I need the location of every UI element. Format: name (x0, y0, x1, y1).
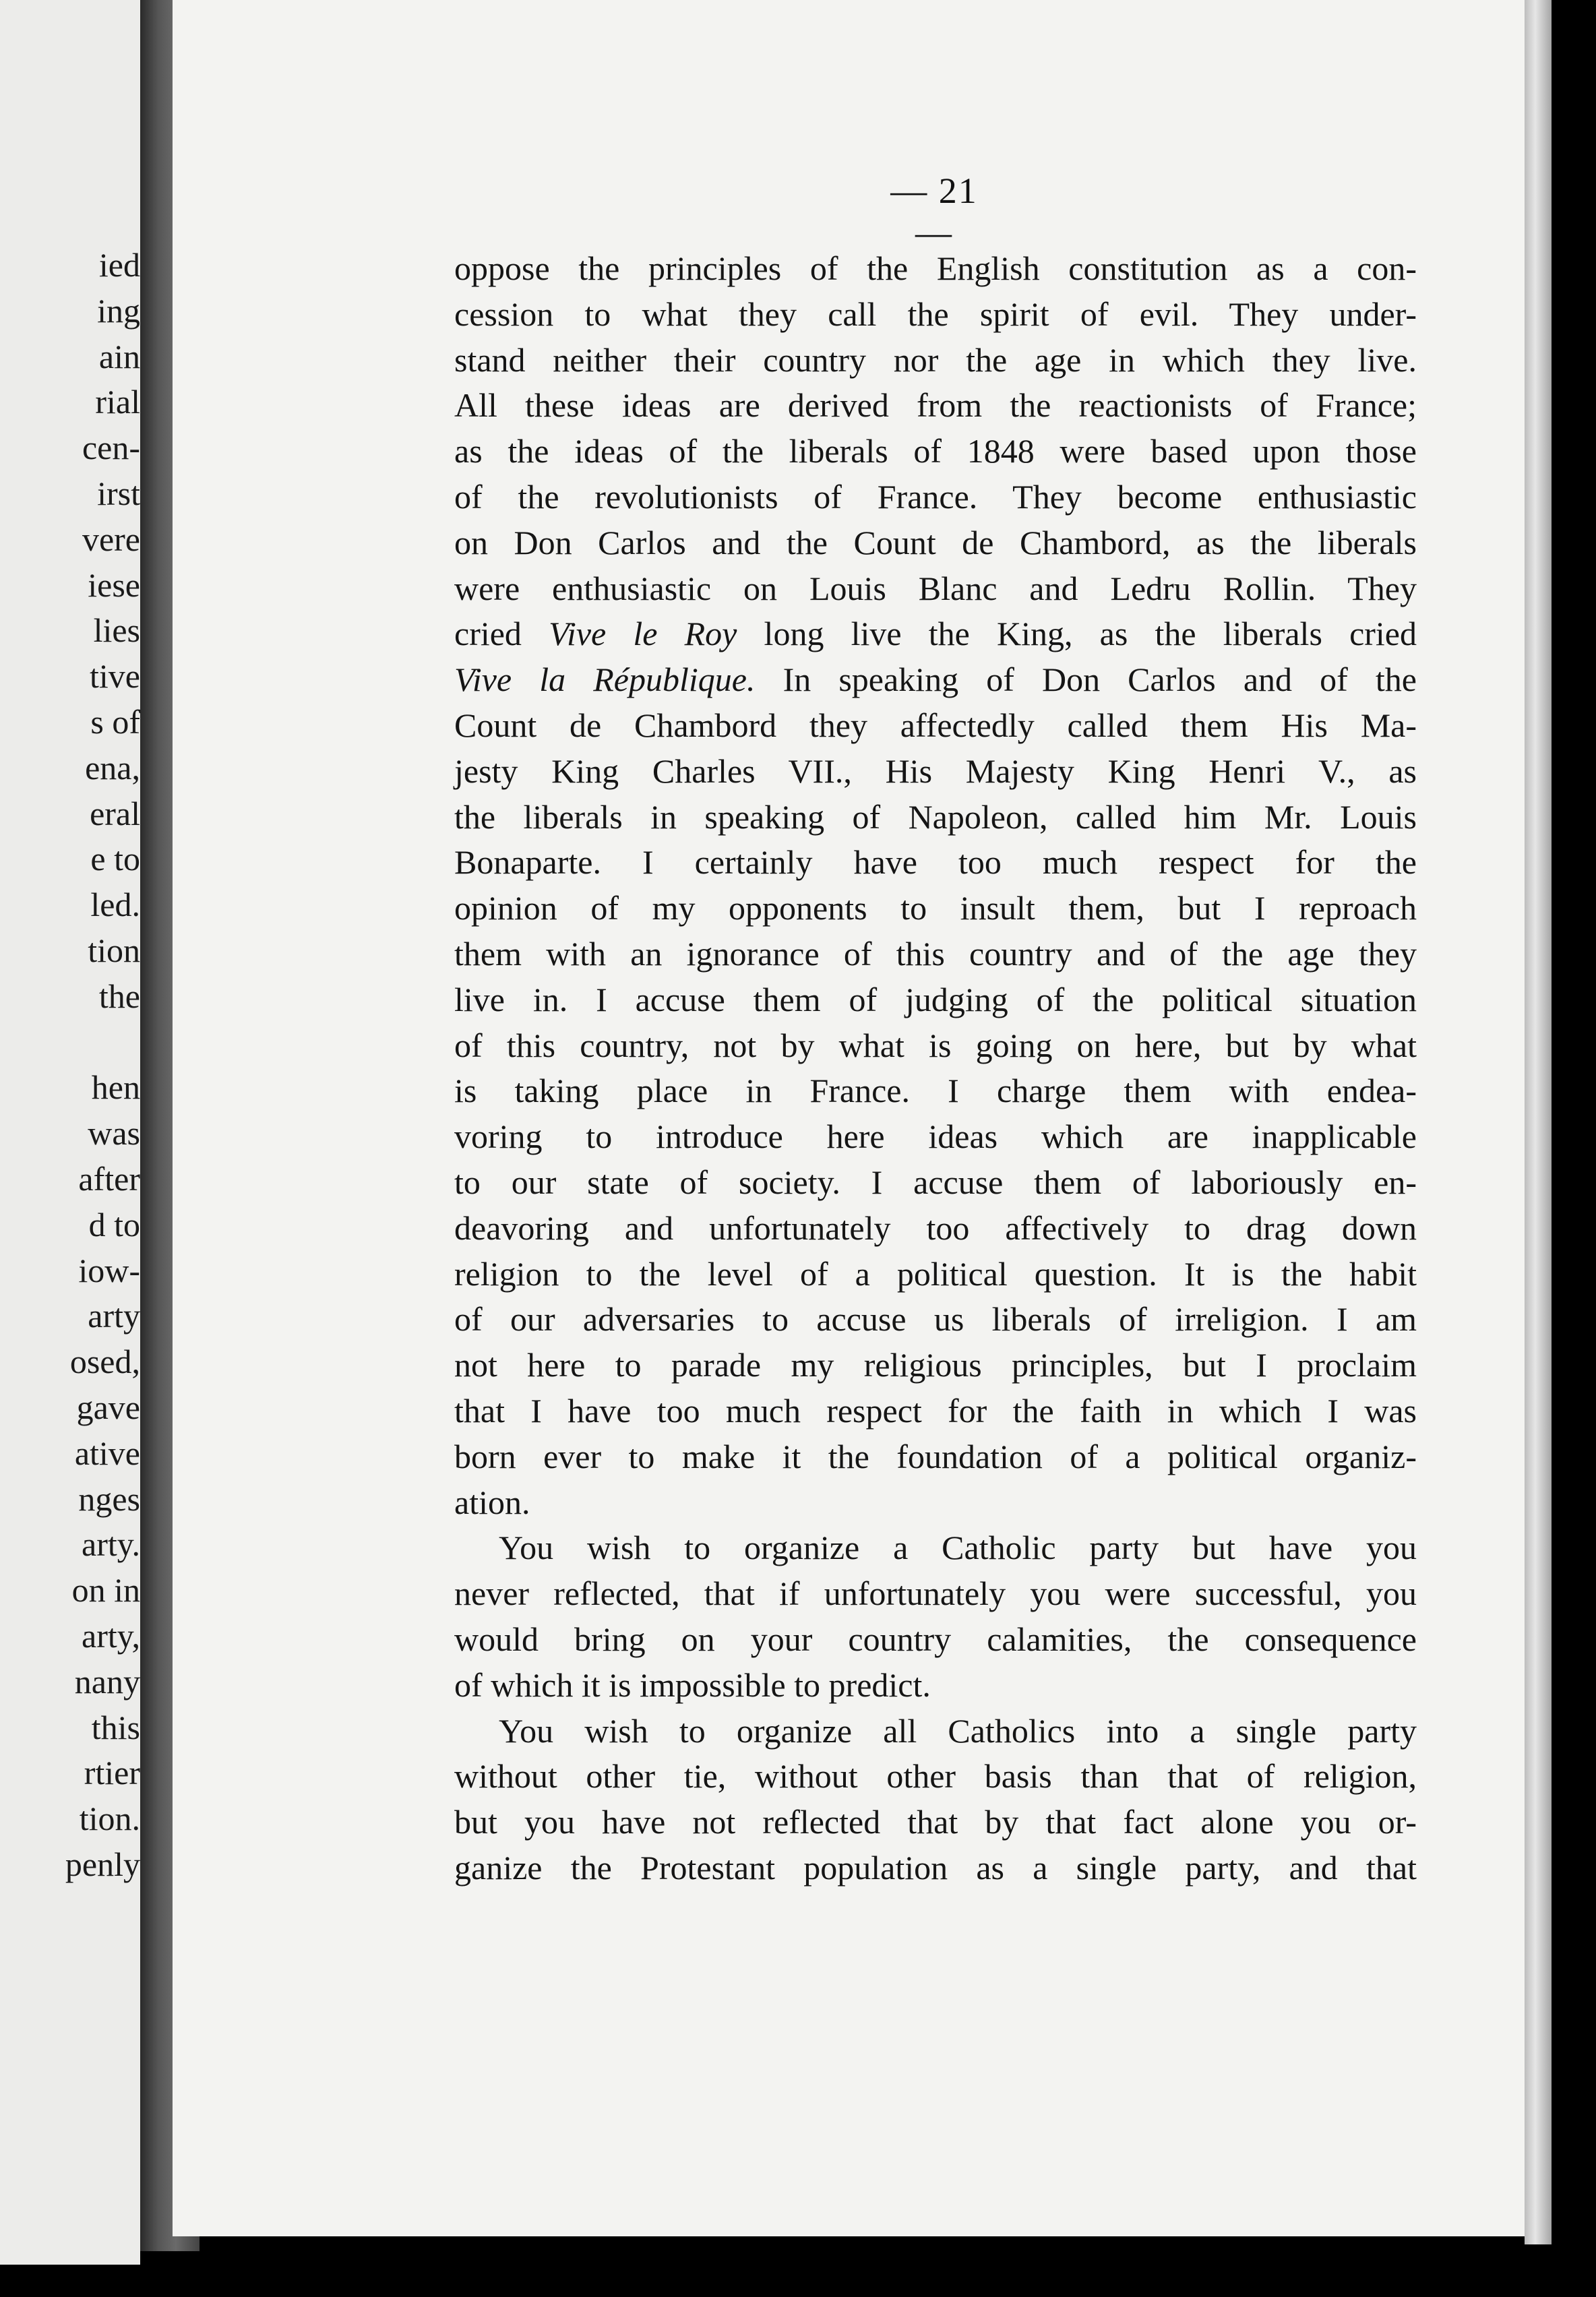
page-edge (1525, 0, 1552, 2244)
italic-phrase: Vive la République. (454, 661, 756, 699)
text-line: not here to parade my religious principles, but I proclaim (454, 1346, 1417, 1384)
left-page-fragment-line: s of (90, 702, 140, 741)
text-line: them with an ignorance of this country and of the age they (454, 934, 1417, 973)
text-line: the liberals in speaking of Napoleon, called him Mr. Louis (454, 797, 1417, 836)
text-line: on Don Carlos and the Count de Chambord, as the liberals (454, 523, 1417, 561)
left-page-fragment-line: ative (74, 1434, 140, 1472)
text-line: as the ideas of the liberals of 1848 were based upon those (454, 432, 1417, 470)
text-line: of which it is impossible to predict. (454, 1665, 931, 1704)
left-page-fragment-line: the (98, 977, 140, 1015)
text-line: of our adversaries to accuse us liberals of irreligion. I am (454, 1300, 1417, 1339)
text-line: born ever to make it the foundation of a political organiz- (454, 1437, 1417, 1475)
book-page (173, 0, 1529, 2236)
left-page-fragment-line: led. (90, 886, 140, 924)
text-line: to our state of society. I accuse them of laboriously en- (454, 1163, 1417, 1201)
text-span: In speaking of Don Carlos and of the (782, 661, 1417, 699)
left-page-fragment-line: iese (88, 565, 140, 604)
page-number: — 21 — (890, 171, 978, 253)
text-line: that I have too much respect for the faith in which I was (454, 1391, 1417, 1430)
text-line: but you have not reflected that by that fact alone you or- (454, 1803, 1417, 1841)
text-line: jesty King Charles VII., His Majesty King Henri V., as (454, 752, 1417, 790)
left-page-fragment-line: rial (95, 383, 140, 421)
text-line: without other tie, without other basis than that of religion, (454, 1757, 1417, 1796)
left-page-fragment-line: after (78, 1159, 140, 1198)
left-page-fragment-line: nany (74, 1662, 140, 1701)
text-span: long live the King, as the liberals cried (764, 615, 1417, 653)
text-line: would bring on your country calamities, the consequence (454, 1620, 1417, 1658)
left-page-fragment (0, 0, 140, 2265)
left-page-fragment-line: gave (76, 1388, 140, 1426)
text-line: ganize the Protestant population as a single party, and that (454, 1848, 1417, 1887)
text-line: All these ideas are derived from the reactionists of France; (454, 386, 1417, 425)
text-line: Count de Chambord they affectedly called them His Ma- (454, 706, 1417, 744)
left-page-fragment-line: arty (88, 1297, 140, 1335)
text-line: oppose the principles of the English constitution as a con- (454, 249, 1417, 287)
left-page-text (5, 243, 140, 1888)
text-line: voring to introduce here ideas which are inapplicable (454, 1117, 1417, 1156)
text-line: religion to the level of a political question. It is the habit (454, 1254, 1417, 1293)
left-page-fragment-line: was (88, 1114, 140, 1153)
text-line: never reflected, that if unfortunately you were successful, you (454, 1574, 1417, 1613)
left-page-fragment-line: this (91, 1708, 140, 1746)
text-span: cried (454, 615, 522, 653)
left-page-fragment-line: eral (90, 794, 140, 832)
text-line: ation. (454, 1483, 530, 1521)
paragraph-first-line: You wish to organize all Catholics into a single party (499, 1711, 1417, 1750)
left-page-fragment-line: arty, (82, 1616, 140, 1655)
left-page-fragment-line: penly (65, 1845, 140, 1883)
left-page-fragment-line (5, 1020, 140, 1066)
text-line: of the revolutionists of France. They become enthusiastic (454, 477, 1417, 516)
text-line: Bonaparte. I certainly have too much respect for the (454, 843, 1417, 882)
text-line: opinion of my opponents to insult them, but I reproach (454, 889, 1417, 927)
left-page-fragment-line: hen (91, 1068, 140, 1107)
text-line: of this country, not by what is going on here, but by what (454, 1026, 1417, 1064)
left-page-fragment-line: ied (98, 246, 140, 284)
left-page-fragment-line: lies (93, 611, 140, 650)
left-page-fragment-line: nges (78, 1479, 140, 1518)
left-page-fragment-line: irst (97, 474, 140, 512)
left-page-fragment-line: tion (88, 931, 140, 969)
left-page-fragment-line: iow- (78, 1251, 140, 1289)
text-line: live in. I accuse them of judging of the political situation (454, 980, 1417, 1018)
text-line: is taking place in France. I charge them with endea- (454, 1072, 1417, 1110)
left-page-fragment-line: tive (90, 657, 140, 696)
body-text (454, 246, 1417, 1891)
left-page-fragment-line: ena, (85, 748, 140, 787)
left-page-fragment-line: vere (82, 520, 140, 558)
text-line: were enthusiastic on Louis Blanc and Ledru Rollin. They (454, 569, 1417, 607)
left-page-fragment-line: cen- (82, 429, 140, 467)
left-page-fragment-line: arty. (82, 1525, 140, 1564)
left-page-fragment-line: rtier (84, 1754, 140, 1792)
left-page-fragment-line: tion. (79, 1800, 140, 1838)
left-page-fragment-line: osed, (69, 1343, 140, 1381)
left-page-fragment-line: e to (90, 840, 140, 878)
left-page-fragment-line: on in (71, 1571, 140, 1610)
text-line (454, 611, 1417, 657)
text-line (454, 657, 1417, 703)
text-line: deavoring and unfortunately too affectively to drag down (454, 1208, 1417, 1247)
paragraph-first-line: You wish to organize a Catholic party but have you (499, 1529, 1417, 1567)
italic-phrase: Vive le Roy (549, 615, 737, 653)
left-page-fragment-line: d to (88, 1205, 140, 1244)
text-line: stand neither their country nor the age in which they live. (454, 340, 1417, 379)
text-line: cession to what they call the spirit of evil. They under- (454, 295, 1417, 333)
left-page-fragment-line: ing (97, 291, 140, 330)
left-page-fragment-line: ain (98, 337, 140, 375)
